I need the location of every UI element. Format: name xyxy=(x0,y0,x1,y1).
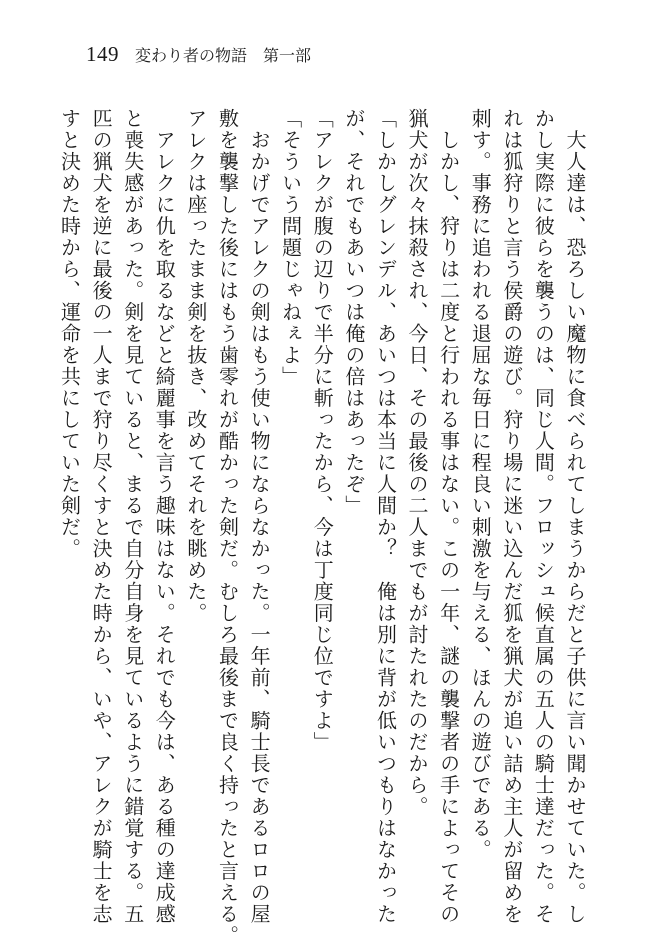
text-line: れは狐狩りと言う侯爵の遊び。狩り場に迷い込んだ狐を猟犬が追い詰め主人が留めを xyxy=(499,108,524,925)
vertical-text-body xyxy=(57,108,590,947)
text-line: 大人達は、恐ろしい魔物に食べられてしまうからだと子供に言い聞かせていた。し xyxy=(563,108,587,925)
text-line: 「アレクが腹の辺りで半分に斬ったから、今は丁度同じ位ですよ」 xyxy=(310,108,335,753)
text-line: かし実際に彼らを襲うのは、同じ人間。フロッシュ候直属の五人の騎士達だった。そ xyxy=(531,108,556,925)
text-line: しかし、狩りは二度と行われる事はない。この一年、謎の襲撃者の手によってその xyxy=(436,108,461,925)
text-line: 匹の猟犬を逆に最後の一人まで狩り尽くすと決めた時から、いや、アレクが騎士を志 xyxy=(89,108,114,925)
book-title: 変わり者の物語 xyxy=(135,46,248,65)
page-number: 149 xyxy=(86,42,119,66)
text-line: 猟犬が次々抹殺され、今日、その最後の二人までもが討たれたのだから。 xyxy=(405,108,430,818)
text-line: 「しかしグレンデル、あいつは本当に人間か？ 俺は別に背が低いつもりはなかった xyxy=(373,108,398,925)
text-line: すと決めた時から、運命を共にしていた剣だ。 xyxy=(57,108,82,560)
text-line: アレクに仇を取るなどと綺麗事を言う趣味はない。それでも今は、ある種の達成感 xyxy=(152,108,177,925)
text-line: と喪失感があった。剣を見ていると、まるで自分自身を見ているように錯覚する。五 xyxy=(120,108,145,925)
text-line: 「そういう問題じゃねぇよ」 xyxy=(278,108,303,388)
text-line: が、それでもあいつは俺の倍はあったぞ」 xyxy=(341,108,366,517)
text-line: 敷を襲撃した後にはもう歯零れが酷かった剣だ。むしろ最後まで良く持ったと言える。 xyxy=(215,108,240,947)
part-title: 第一部 xyxy=(263,46,312,65)
text-line: おかげでアレクの剣はもう使い物にならなかった。一年前、騎士長であるロロの屋 xyxy=(247,108,272,925)
text-line: アレクは座ったまま剣を抜き、改めてそれを眺めた。 xyxy=(183,108,208,624)
running-header xyxy=(86,42,311,72)
text-line: 刺す。事務に追われる退屈な毎日に程良い刺激を与える、ほんの遊びである。 xyxy=(468,108,493,861)
